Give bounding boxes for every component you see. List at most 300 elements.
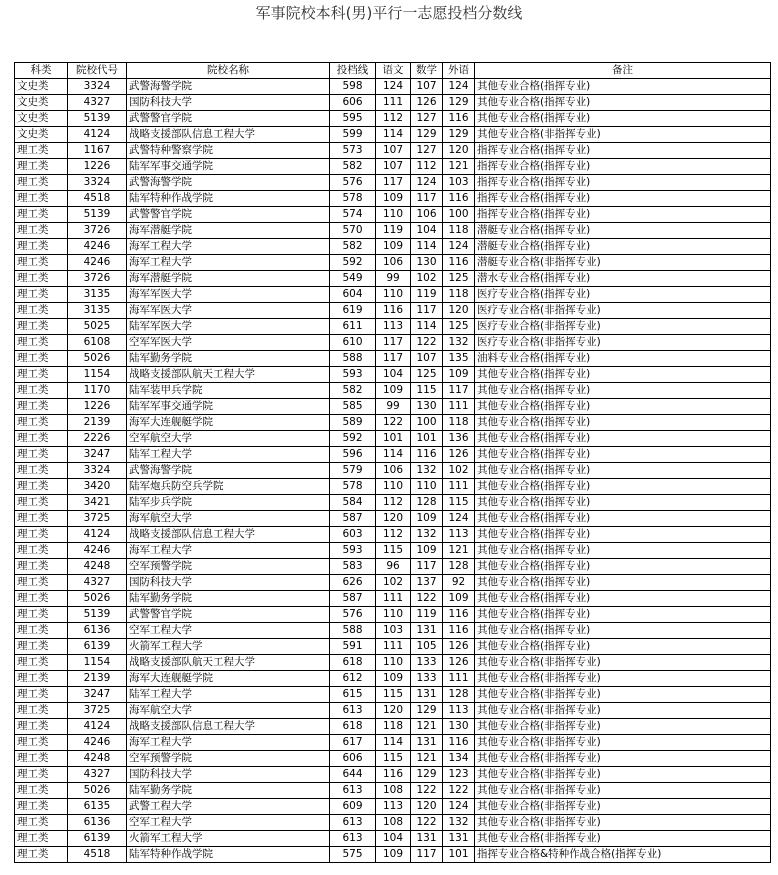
cell-school-name: 武警警官学院	[127, 207, 330, 223]
table-row	[15, 591, 771, 607]
cell-school-name: 空军军医大学	[127, 335, 330, 351]
cell-cutoff-score: 570	[330, 223, 376, 239]
cell-math: 117	[411, 191, 443, 207]
cell-school-name: 海军大连舰艇学院	[127, 671, 330, 687]
cell-chinese: 115	[376, 687, 411, 703]
table-row	[15, 751, 771, 767]
cell-cutoff-score: 592	[330, 431, 376, 447]
cell-cutoff-score: 591	[330, 639, 376, 655]
cell-cutoff-score: 626	[330, 575, 376, 591]
cell-cutoff-score: 582	[330, 239, 376, 255]
cell-cutoff-score: 611	[330, 319, 376, 335]
cell-cutoff-score: 589	[330, 415, 376, 431]
cell-cutoff-score: 587	[330, 511, 376, 527]
cell-category: 理工类	[15, 207, 68, 223]
cell-math: 116	[411, 447, 443, 463]
cell-category: 理工类	[15, 303, 68, 319]
cell-chinese: 96	[376, 559, 411, 575]
cell-chinese: 113	[376, 799, 411, 815]
cell-school-code: 4248	[68, 751, 127, 767]
cell-category: 文史类	[15, 95, 68, 111]
cell-school-code: 3135	[68, 303, 127, 319]
cell-remarks: 油料专业合格(指挥专业)	[475, 351, 771, 367]
cell-school-code: 4124	[68, 127, 127, 143]
cell-foreign-language: 111	[443, 479, 475, 495]
cell-math: 117	[411, 303, 443, 319]
cell-math: 101	[411, 431, 443, 447]
table-row	[15, 543, 771, 559]
cell-cutoff-score: 613	[330, 831, 376, 847]
cell-school-name: 陆军军事交通学院	[127, 159, 330, 175]
header-school-name: 院校名称	[127, 63, 330, 79]
cell-chinese: 113	[376, 319, 411, 335]
cell-school-name: 武警警官学院	[127, 607, 330, 623]
cell-school-code: 4327	[68, 767, 127, 783]
cell-category: 理工类	[15, 143, 68, 159]
cell-chinese: 112	[376, 495, 411, 511]
cell-school-name: 陆军勤务学院	[127, 783, 330, 799]
cell-category: 文史类	[15, 79, 68, 95]
cell-remarks: 其他专业合格(指挥专业)	[475, 383, 771, 399]
cell-category: 理工类	[15, 511, 68, 527]
cell-cutoff-score: 596	[330, 447, 376, 463]
cell-foreign-language: 116	[443, 607, 475, 623]
cell-foreign-language: 102	[443, 463, 475, 479]
cell-cutoff-score: 576	[330, 607, 376, 623]
cell-remarks: 其他专业合格(非指挥专业)	[475, 127, 771, 143]
page-title: 军事院校本科(男)平行一志愿投档分数线	[255, 4, 523, 22]
cell-math: 110	[411, 479, 443, 495]
cell-foreign-language: 132	[443, 815, 475, 831]
cell-school-code: 4246	[68, 255, 127, 271]
cell-math: 104	[411, 223, 443, 239]
cell-chinese: 112	[376, 527, 411, 543]
cell-remarks: 其他专业合格(非指挥专业)	[475, 767, 771, 783]
cell-foreign-language: 101	[443, 847, 475, 863]
cell-school-name: 陆军勤务学院	[127, 591, 330, 607]
cell-school-code: 1167	[68, 143, 127, 159]
cell-chinese: 109	[376, 847, 411, 863]
cell-cutoff-score: 578	[330, 479, 376, 495]
cell-school-name: 空军预警学院	[127, 751, 330, 767]
cell-cutoff-score: 585	[330, 399, 376, 415]
cell-school-name: 国防科技大学	[127, 575, 330, 591]
header-remarks: 备注	[475, 63, 771, 79]
cell-foreign-language: 116	[443, 191, 475, 207]
table-row	[15, 271, 771, 287]
cell-chinese: 106	[376, 463, 411, 479]
cell-category: 理工类	[15, 751, 68, 767]
cell-remarks: 医疗专业合格(指挥专业)	[475, 287, 771, 303]
cell-math: 132	[411, 527, 443, 543]
table-row	[15, 559, 771, 575]
table-row	[15, 607, 771, 623]
cell-category: 理工类	[15, 175, 68, 191]
table-row	[15, 719, 771, 735]
cell-math: 131	[411, 831, 443, 847]
cell-category: 理工类	[15, 575, 68, 591]
cell-school-code: 6135	[68, 799, 127, 815]
cell-cutoff-score: 575	[330, 847, 376, 863]
cell-category: 理工类	[15, 383, 68, 399]
cell-math: 124	[411, 175, 443, 191]
cell-chinese: 109	[376, 191, 411, 207]
cell-school-code: 4246	[68, 735, 127, 751]
cell-school-code: 4327	[68, 575, 127, 591]
cell-foreign-language: 122	[443, 783, 475, 799]
cell-school-code: 3135	[68, 287, 127, 303]
cell-cutoff-score: 644	[330, 767, 376, 783]
cell-math: 122	[411, 591, 443, 607]
cell-math: 109	[411, 511, 443, 527]
cell-remarks: 其他专业合格(指挥专业)	[475, 559, 771, 575]
cell-remarks: 其他专业合格(非指挥专业)	[475, 719, 771, 735]
cell-school-code: 5139	[68, 607, 127, 623]
cell-remarks: 其他专业合格(指挥专业)	[475, 79, 771, 95]
table-row	[15, 511, 771, 527]
cell-school-code: 1154	[68, 367, 127, 383]
cell-math: 121	[411, 719, 443, 735]
cell-category: 理工类	[15, 655, 68, 671]
header-chinese: 语文	[376, 63, 411, 79]
cell-foreign-language: 130	[443, 719, 475, 735]
cell-cutoff-score: 606	[330, 751, 376, 767]
table-row	[15, 815, 771, 831]
cell-foreign-language: 123	[443, 767, 475, 783]
cell-cutoff-score: 582	[330, 159, 376, 175]
cell-math: 122	[411, 815, 443, 831]
cell-math: 121	[411, 751, 443, 767]
cell-category: 理工类	[15, 719, 68, 735]
cell-category: 理工类	[15, 831, 68, 847]
cell-chinese: 117	[376, 335, 411, 351]
cell-foreign-language: 100	[443, 207, 475, 223]
cell-cutoff-score: 595	[330, 111, 376, 127]
cell-chinese: 120	[376, 703, 411, 719]
cell-remarks: 潜艇专业合格(指挥专业)	[475, 239, 771, 255]
cell-category: 理工类	[15, 591, 68, 607]
cell-cutoff-score: 618	[330, 655, 376, 671]
cell-school-code: 4124	[68, 527, 127, 543]
cell-cutoff-score: 593	[330, 543, 376, 559]
cell-chinese: 104	[376, 831, 411, 847]
cell-school-name: 空军工程大学	[127, 623, 330, 639]
cell-school-name: 海军潜艇学院	[127, 223, 330, 239]
table-row	[15, 175, 771, 191]
cell-school-code: 6108	[68, 335, 127, 351]
cell-school-code: 1226	[68, 159, 127, 175]
table-row	[15, 207, 771, 223]
table-row	[15, 463, 771, 479]
cell-foreign-language: 116	[443, 735, 475, 751]
cell-school-code: 3725	[68, 703, 127, 719]
cell-chinese: 108	[376, 815, 411, 831]
cell-foreign-language: 125	[443, 319, 475, 335]
cell-cutoff-score: 583	[330, 559, 376, 575]
cell-math: 125	[411, 367, 443, 383]
cell-chinese: 107	[376, 159, 411, 175]
cell-school-name: 战略支援部队航天工程大学	[127, 367, 330, 383]
table-row	[15, 351, 771, 367]
cell-school-code: 2139	[68, 671, 127, 687]
cell-cutoff-score: 615	[330, 687, 376, 703]
cell-chinese: 114	[376, 735, 411, 751]
cell-school-name: 战略支援部队信息工程大学	[127, 719, 330, 735]
cell-chinese: 104	[376, 367, 411, 383]
cell-foreign-language: 116	[443, 623, 475, 639]
table-row	[15, 799, 771, 815]
table-row	[15, 431, 771, 447]
cell-school-name: 武警工程大学	[127, 799, 330, 815]
cell-foreign-language: 92	[443, 575, 475, 591]
cell-school-code: 2139	[68, 415, 127, 431]
cell-remarks: 医疗专业合格(非指挥专业)	[475, 319, 771, 335]
cell-school-name: 战略支援部队信息工程大学	[127, 127, 330, 143]
cell-math: 133	[411, 671, 443, 687]
table-row	[15, 367, 771, 383]
cell-category: 理工类	[15, 463, 68, 479]
cell-school-code: 4246	[68, 543, 127, 559]
cell-remarks: 其他专业合格(指挥专业)	[475, 399, 771, 415]
header-math: 数学	[411, 63, 443, 79]
cell-math: 129	[411, 767, 443, 783]
cell-chinese: 109	[376, 383, 411, 399]
cell-chinese: 111	[376, 95, 411, 111]
cell-school-name: 陆军炮兵防空兵学院	[127, 479, 330, 495]
cell-math: 131	[411, 735, 443, 751]
cell-school-code: 3725	[68, 511, 127, 527]
cell-foreign-language: 124	[443, 79, 475, 95]
cell-math: 112	[411, 159, 443, 175]
cell-cutoff-score: 587	[330, 591, 376, 607]
cell-chinese: 112	[376, 111, 411, 127]
cell-category: 理工类	[15, 527, 68, 543]
cell-foreign-language: 118	[443, 415, 475, 431]
table-row	[15, 767, 771, 783]
cell-math: 131	[411, 687, 443, 703]
table-row	[15, 575, 771, 591]
cell-category: 理工类	[15, 735, 68, 751]
cell-cutoff-score: 613	[330, 815, 376, 831]
cell-school-name: 海军大连舰艇学院	[127, 415, 330, 431]
cell-foreign-language: 129	[443, 127, 475, 143]
table-row	[15, 527, 771, 543]
cell-chinese: 124	[376, 79, 411, 95]
cell-math: 131	[411, 623, 443, 639]
cell-remarks: 指挥专业合格(指挥专业)	[475, 143, 771, 159]
cell-category: 理工类	[15, 639, 68, 655]
cell-foreign-language: 111	[443, 399, 475, 415]
cell-math: 127	[411, 143, 443, 159]
cell-remarks: 其他专业合格(非指挥专业)	[475, 655, 771, 671]
cell-remarks: 其他专业合格(指挥专业)	[475, 415, 771, 431]
cell-foreign-language: 103	[443, 175, 475, 191]
cell-school-code: 4246	[68, 239, 127, 255]
cell-foreign-language: 126	[443, 447, 475, 463]
cell-school-name: 武警特种警察学院	[127, 143, 330, 159]
cell-chinese: 110	[376, 607, 411, 623]
cell-remarks: 其他专业合格(非指挥专业)	[475, 783, 771, 799]
cell-category: 理工类	[15, 271, 68, 287]
cell-foreign-language: 118	[443, 287, 475, 303]
cell-category: 理工类	[15, 399, 68, 415]
cell-foreign-language: 113	[443, 527, 475, 543]
cell-cutoff-score: 617	[330, 735, 376, 751]
cell-chinese: 115	[376, 751, 411, 767]
cell-foreign-language: 116	[443, 111, 475, 127]
cell-foreign-language: 125	[443, 271, 475, 287]
cell-remarks: 其他专业合格(非指挥专业)	[475, 703, 771, 719]
cell-chinese: 109	[376, 239, 411, 255]
cell-math: 129	[411, 703, 443, 719]
cell-chinese: 110	[376, 287, 411, 303]
cell-school-name: 陆军步兵学院	[127, 495, 330, 511]
table-row	[15, 399, 771, 415]
cell-category: 理工类	[15, 767, 68, 783]
cell-school-code: 3420	[68, 479, 127, 495]
cell-remarks: 其他专业合格(指挥专业)	[475, 527, 771, 543]
cell-school-name: 陆军勤务学院	[127, 351, 330, 367]
cell-foreign-language: 121	[443, 159, 475, 175]
cell-math: 117	[411, 559, 443, 575]
cell-math: 106	[411, 207, 443, 223]
cell-foreign-language: 109	[443, 591, 475, 607]
table-header-row	[15, 63, 771, 79]
cell-category: 理工类	[15, 223, 68, 239]
cell-category: 理工类	[15, 335, 68, 351]
cell-foreign-language: 116	[443, 255, 475, 271]
cell-foreign-language: 132	[443, 335, 475, 351]
table-row	[15, 687, 771, 703]
cell-remarks: 其他专业合格(非指挥专业)	[475, 735, 771, 751]
cell-math: 127	[411, 111, 443, 127]
cell-category: 理工类	[15, 623, 68, 639]
cell-cutoff-score: 612	[330, 671, 376, 687]
table-row	[15, 255, 771, 271]
cell-foreign-language: 128	[443, 687, 475, 703]
cell-category: 理工类	[15, 447, 68, 463]
cell-cutoff-score: 603	[330, 527, 376, 543]
cell-school-name: 空军航空大学	[127, 431, 330, 447]
cell-cutoff-score: 549	[330, 271, 376, 287]
table-row	[15, 223, 771, 239]
cell-remarks: 其他专业合格(非指挥专业)	[475, 671, 771, 687]
cell-category: 理工类	[15, 239, 68, 255]
cell-school-code: 6139	[68, 639, 127, 655]
cell-school-name: 武警海警学院	[127, 175, 330, 191]
cell-school-code: 6136	[68, 623, 127, 639]
cell-math: 105	[411, 639, 443, 655]
table-row	[15, 79, 771, 95]
cell-school-code: 5139	[68, 111, 127, 127]
cell-category: 理工类	[15, 415, 68, 431]
table-row	[15, 655, 771, 671]
cell-school-name: 陆军工程大学	[127, 687, 330, 703]
cell-math: 122	[411, 335, 443, 351]
header-foreign-language: 外语	[443, 63, 475, 79]
cell-school-code: 5025	[68, 319, 127, 335]
cell-foreign-language: 115	[443, 495, 475, 511]
cell-category: 理工类	[15, 607, 68, 623]
cell-school-name: 火箭军工程大学	[127, 639, 330, 655]
cell-school-code: 1170	[68, 383, 127, 399]
cell-school-code: 6136	[68, 815, 127, 831]
cell-school-code: 3324	[68, 79, 127, 95]
cell-school-name: 武警警官学院	[127, 111, 330, 127]
cell-math: 137	[411, 575, 443, 591]
cell-remarks: 其他专业合格(非指挥专业)	[475, 687, 771, 703]
cell-chinese: 110	[376, 479, 411, 495]
cell-cutoff-score: 588	[330, 351, 376, 367]
cell-cutoff-score: 619	[330, 303, 376, 319]
cell-chinese: 122	[376, 415, 411, 431]
cell-math: 130	[411, 399, 443, 415]
cell-cutoff-score: 613	[330, 703, 376, 719]
cell-remarks: 其他专业合格(指挥专业)	[475, 495, 771, 511]
table-row	[15, 703, 771, 719]
cell-math: 115	[411, 383, 443, 399]
cell-chinese: 107	[376, 143, 411, 159]
cell-cutoff-score: 584	[330, 495, 376, 511]
cell-school-code: 5026	[68, 591, 127, 607]
cell-school-name: 陆军特种作战学院	[127, 847, 330, 863]
cell-cutoff-score: 578	[330, 191, 376, 207]
cell-remarks: 其他专业合格(指挥专业)	[475, 543, 771, 559]
cell-cutoff-score: 598	[330, 79, 376, 95]
cell-remarks: 其他专业合格(指挥专业)	[475, 463, 771, 479]
cell-category: 理工类	[15, 687, 68, 703]
cell-school-name: 火箭军工程大学	[127, 831, 330, 847]
cell-school-name: 国防科技大学	[127, 767, 330, 783]
table-body	[15, 79, 771, 863]
cell-school-name: 空军工程大学	[127, 815, 330, 831]
table-row	[15, 111, 771, 127]
cell-category: 理工类	[15, 367, 68, 383]
cell-school-name: 海军军医大学	[127, 287, 330, 303]
cell-math: 129	[411, 127, 443, 143]
cell-foreign-language: 121	[443, 543, 475, 559]
cell-math: 114	[411, 239, 443, 255]
cell-remarks: 其他专业合格(非指挥专业)	[475, 815, 771, 831]
cell-school-name: 陆军军医大学	[127, 319, 330, 335]
cell-school-code: 6139	[68, 831, 127, 847]
cell-math: 122	[411, 783, 443, 799]
table-row	[15, 95, 771, 111]
cell-remarks: 医疗专业合格(非指挥专业)	[475, 303, 771, 319]
cell-remarks: 其他专业合格(指挥专业)	[475, 447, 771, 463]
cell-math: 119	[411, 287, 443, 303]
cell-math: 107	[411, 351, 443, 367]
cell-school-code: 1226	[68, 399, 127, 415]
cell-school-name: 海军工程大学	[127, 543, 330, 559]
cell-school-code: 3247	[68, 447, 127, 463]
table-row	[15, 335, 771, 351]
cell-remarks: 其他专业合格(指挥专业)	[475, 111, 771, 127]
cell-category: 理工类	[15, 159, 68, 175]
cell-category: 理工类	[15, 671, 68, 687]
cell-school-code: 2226	[68, 431, 127, 447]
cell-chinese: 103	[376, 623, 411, 639]
table-row	[15, 383, 771, 399]
cell-math: 133	[411, 655, 443, 671]
cell-cutoff-score: 610	[330, 335, 376, 351]
table-row	[15, 639, 771, 655]
cell-foreign-language: 124	[443, 799, 475, 815]
cell-school-name: 海军工程大学	[127, 239, 330, 255]
table-row	[15, 319, 771, 335]
cell-category: 理工类	[15, 479, 68, 495]
cell-math: 117	[411, 847, 443, 863]
